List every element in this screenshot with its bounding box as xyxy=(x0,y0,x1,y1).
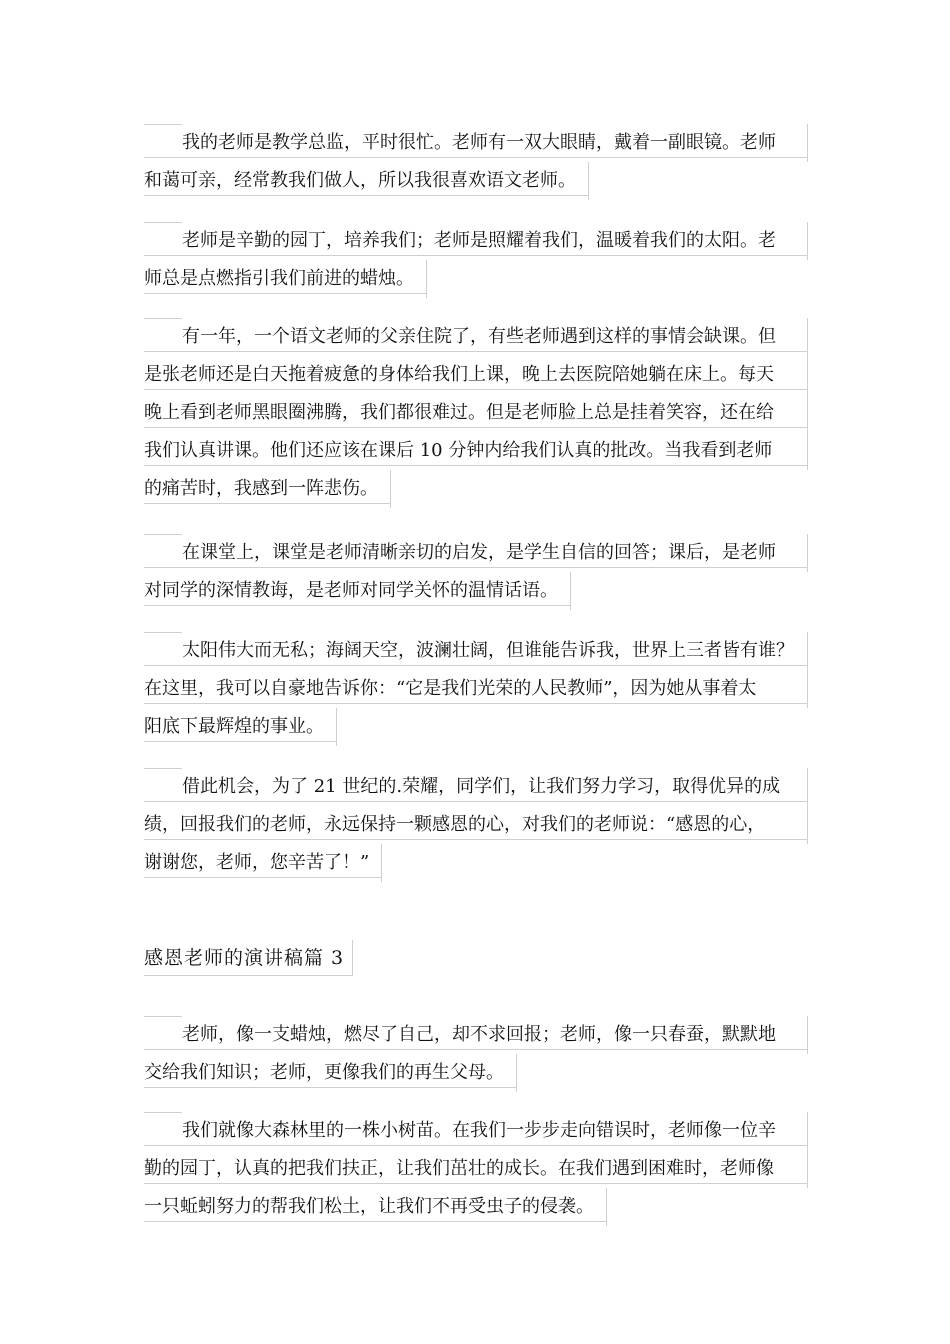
text-line: 勤的园丁，认真的把我们扶正，让我们茁壮的成长。在我们遇到困难时，老师像 xyxy=(144,1150,808,1188)
text-line: 我们就像大森林里的一株小树苗。在我们一步步走向错误时，老师像一位辛 xyxy=(144,1112,808,1150)
text-line: 在课堂上，课堂是老师清晰亲切的启发，是学生自信的回答；课后，是老师 xyxy=(144,534,808,572)
text-line: 是张老师还是白天拖着疲惫的身体给我们上课，晚上去医院陪她躺在床上。每天 xyxy=(144,356,808,394)
section-heading: 感恩老师的演讲稿篇 3 xyxy=(144,940,353,976)
text-line: 阳底下最辉煌的事业。 xyxy=(144,708,337,746)
text-line: 谢谢您，老师，您辛苦了！” xyxy=(144,844,382,882)
text-line: 交给我们知识；老师，更像我们的再生父母。 xyxy=(144,1054,517,1092)
text-line: 对同学的深情教诲，是老师对同学关怀的温情话语。 xyxy=(144,572,571,610)
paragraph-8 xyxy=(144,1112,808,1230)
paragraph-6 xyxy=(144,768,808,886)
text-line: 晚上看到老师黑眼圈沸腾，我们都很难过。但是老师脸上总是挂着笑容，还在给 xyxy=(144,394,808,432)
text-line: 绩，回报我们的老师，永远保持一颗感恩的心，对我们的老师说：“感恩的心， xyxy=(144,806,808,844)
text-line: 我们认真讲课。他们还应该在课后 10 分钟内给我们认真的批改。当我看到老师 xyxy=(144,432,808,470)
text-line: 和蔼可亲，经常教我们做人，所以我很喜欢语文老师。 xyxy=(144,162,589,200)
paragraph-2 xyxy=(144,222,808,302)
paragraph-4 xyxy=(144,534,808,614)
text-line: 太阳伟大而无私；海阔天空，波澜壮阔，但谁能告诉我，世界上三者皆有谁？ xyxy=(144,632,808,670)
paragraph-5 xyxy=(144,632,808,750)
text-line: 有一年，一个语文老师的父亲住院了，有些老师遇到这样的事情会缺课。但 xyxy=(144,318,808,356)
text-line: 老师是辛勤的园丁，培养我们；老师是照耀着我们，温暖着我们的太阳。老 xyxy=(144,222,808,260)
paragraph-1 xyxy=(144,124,808,204)
text-line: 老师，像一支蜡烛，燃尽了自己，却不求回报；老师，像一只春蚕，默默地 xyxy=(144,1016,808,1054)
text-line: 在这里，我可以自豪地告诉你：“它是我们光荣的人民教师”，因为她从事着太 xyxy=(144,670,808,708)
text-line: 一只蚯蚓努力的帮我们松土，让我们不再受虫子的侵袭。 xyxy=(144,1188,607,1226)
text-line: 我的老师是教学总监，平时很忙。老师有一双大眼睛，戴着一副眼镜。老师 xyxy=(144,124,808,162)
paragraph-3 xyxy=(144,318,808,512)
text-line: 师总是点燃指引我们前进的蜡烛。 xyxy=(144,260,427,298)
text-line: 的痛苦时，我感到一阵悲伤。 xyxy=(144,470,391,508)
paragraph-7 xyxy=(144,1016,808,1096)
text-line: 借此机会，为了 21 世纪的.荣耀，同学们，让我们努力学习，取得优异的成 xyxy=(144,768,808,806)
